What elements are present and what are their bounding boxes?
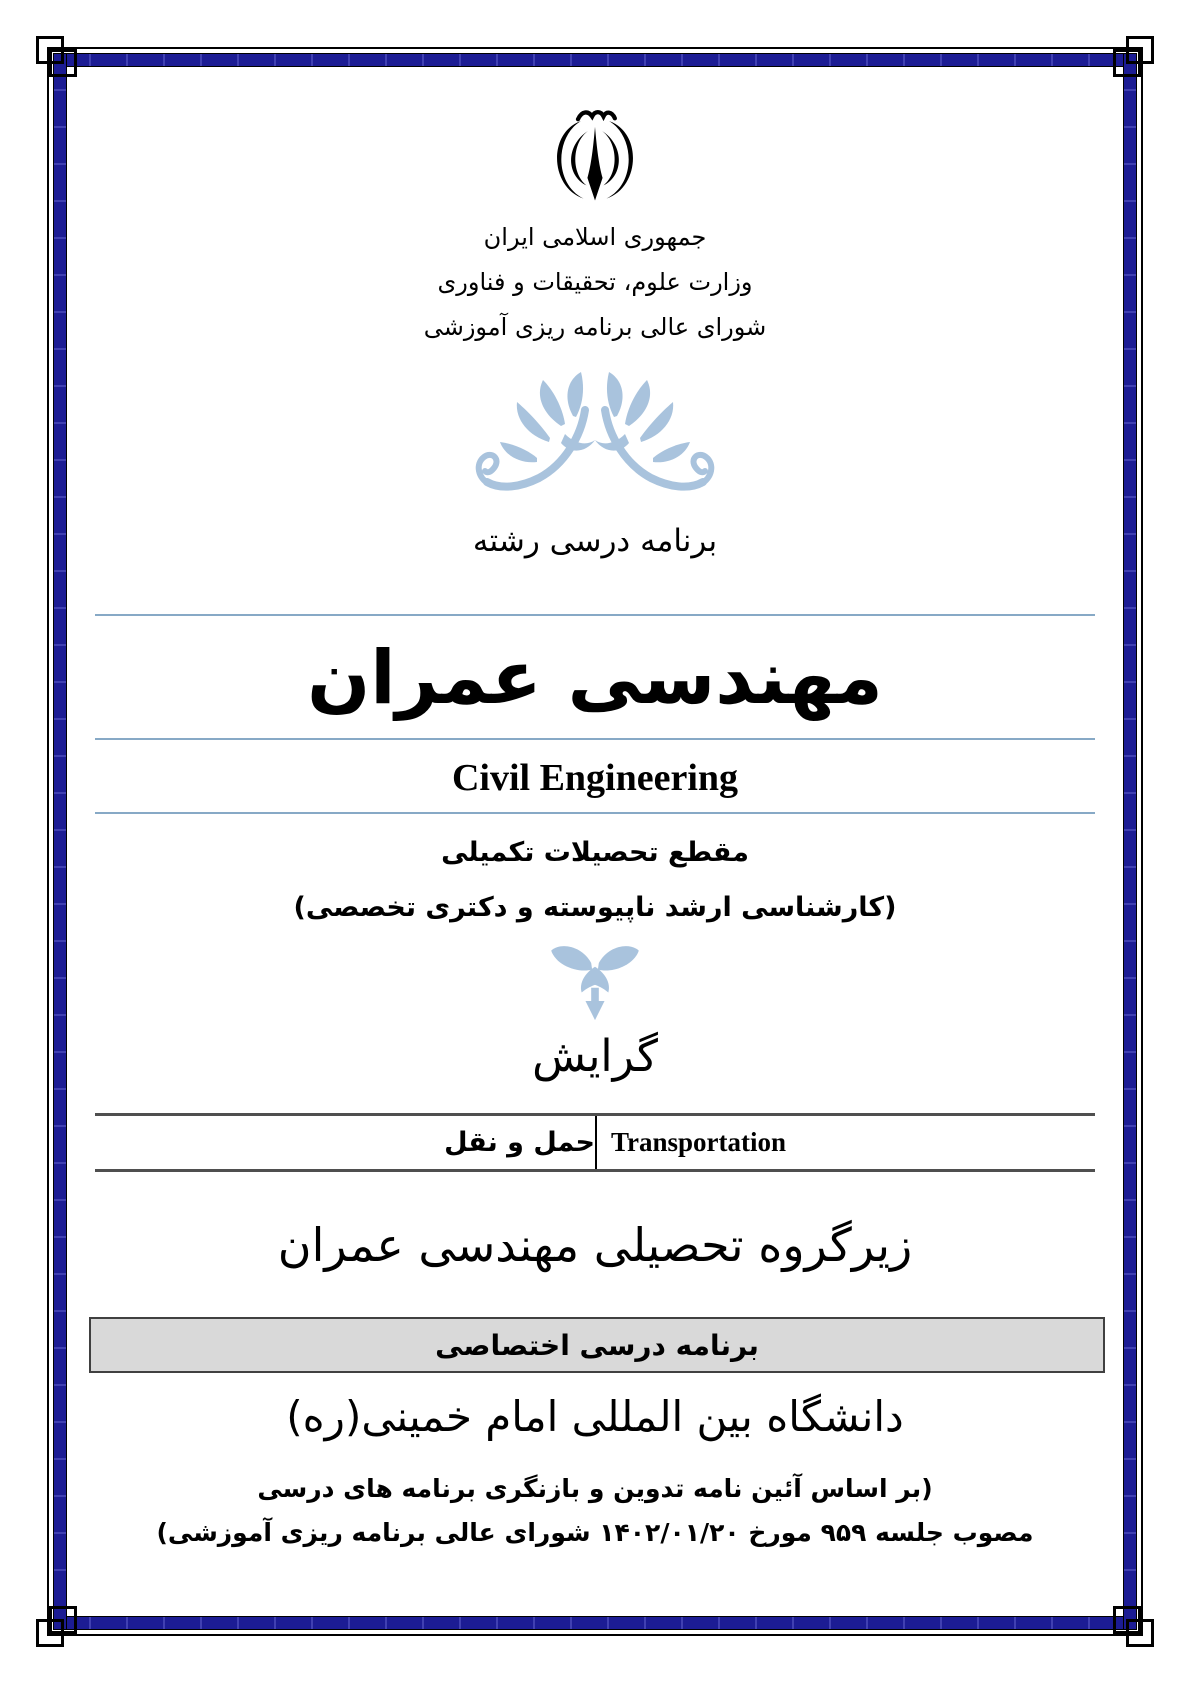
header-line-republic: جمهوری اسلامی ایران — [483, 223, 707, 251]
banner-specialized-curriculum: برنامه درسی اختصاصی — [89, 1317, 1105, 1373]
level-line-2: (کارشناسی ارشد ناپیوسته و دکتری تخصصی) — [293, 892, 897, 923]
content-column — [95, 0, 1095, 1683]
page-title-fa: مهندسی عمران — [307, 635, 883, 721]
footnote-line-1: (بر اساس آئین نامه تدوین و بازنگری برنامه های درسی — [257, 1474, 933, 1503]
level-line-1: مقطع تحصیلات تکمیلی — [441, 837, 749, 868]
divider-line — [95, 812, 1095, 814]
page-border-band-left — [54, 54, 66, 1629]
border-corner-ornament — [1113, 49, 1141, 77]
floral-divider-icon — [547, 942, 643, 1026]
floral-flourish-icon — [473, 372, 717, 526]
orientation-table — [95, 1113, 1095, 1172]
footnote-line-2: مصوب جلسه ۹۵۹ مورخ ۱۴۰۲/۰۱/۲۰ شورای عالی برنامه ریزی آموزشی) — [156, 1518, 1034, 1547]
program-label: برنامه درسی رشته — [472, 523, 718, 559]
university-line: دانشگاه بین المللی امام خمینی(ره) — [286, 1392, 904, 1441]
subgroup-line: زیرگروه تحصیلی مهندسی عمران — [277, 1218, 913, 1272]
divider-line — [95, 614, 1095, 616]
iran-emblem-icon — [547, 106, 643, 214]
page-title-en: Civil Engineering — [451, 757, 739, 799]
orientation-cell-en: Transportation — [595, 1116, 1095, 1169]
page-border-band-right — [1124, 54, 1136, 1629]
border-corner-ornament — [1113, 1606, 1141, 1634]
orientation-label: گرایش — [532, 1031, 658, 1082]
orientation-cell-fa: حمل و نقل — [444, 1127, 595, 1158]
header-line-council: شورای عالی برنامه ریزی آموزشی — [423, 313, 767, 341]
divider-line — [95, 738, 1095, 740]
header-line-ministry: وزارت علوم، تحقیقات و فناوری — [437, 268, 753, 296]
border-corner-ornament — [49, 1606, 77, 1634]
border-corner-ornament — [49, 49, 77, 77]
